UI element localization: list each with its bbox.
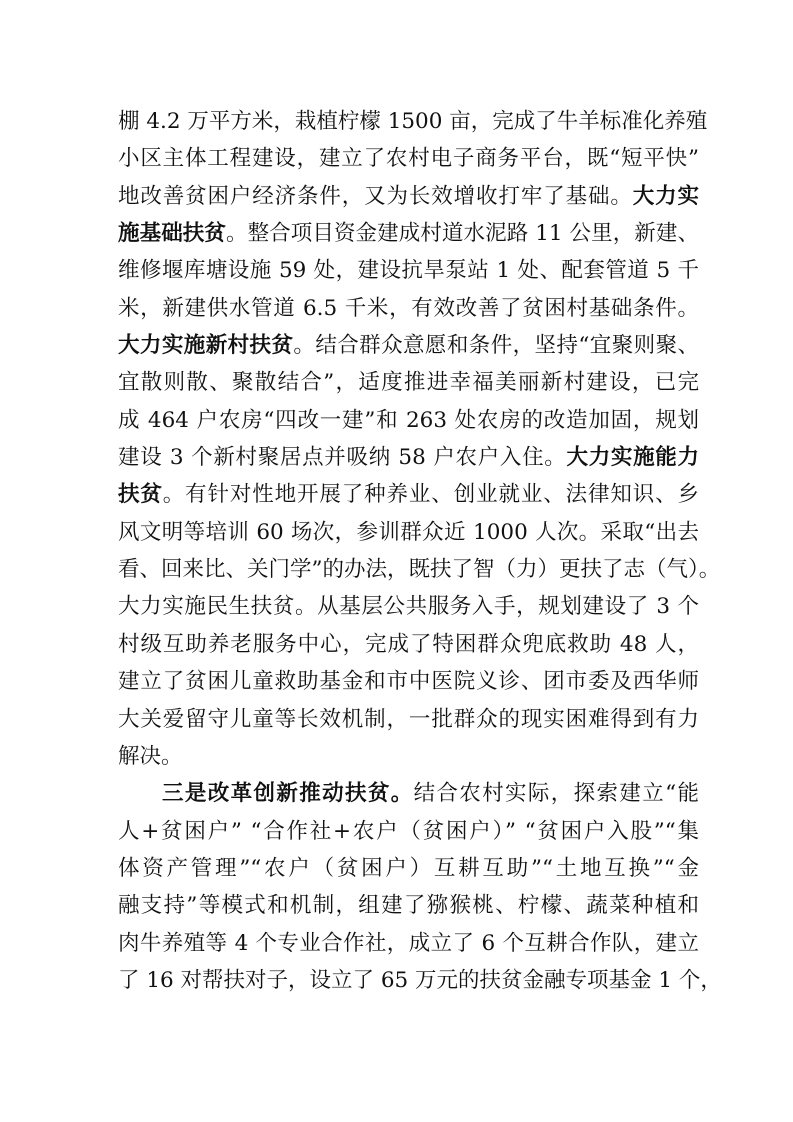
body-text: 肉牛养殖等 4 个专业合作社，成立了 6 个互耕合作队，建立 <box>118 930 699 956</box>
body-text: 人+贫困户” “合作社+农户（贫困户）” “贫困户入股”“集 <box>118 818 699 844</box>
body-text: 大关爱留守儿童等长效机制，一批群众的现实困难得到有力 <box>118 706 699 732</box>
body-text: 解决。 <box>118 743 183 769</box>
body-text: 地改善贫困户经济条件，又为长效增收打牢了基础。 <box>118 183 633 209</box>
text-line <box>118 663 699 700</box>
body-text: 维修堰库塘设施 59 处，建设抗旱泵站 1 处、配套管道 5 千 <box>118 258 699 284</box>
text-line <box>118 215 699 252</box>
text-line <box>118 327 699 364</box>
text-line <box>118 290 699 327</box>
body-text: 。结合群众意愿和条件，坚持“宜聚则聚、 <box>293 333 699 359</box>
text-line <box>118 738 699 775</box>
document-body <box>118 103 722 999</box>
text-line <box>118 775 699 812</box>
body-text: 村级互助养老服务中心，完成了特困群众兜底救助 48 人， <box>118 631 699 657</box>
text-line <box>118 140 699 177</box>
bold-heading-text: 大力实施新村扶贫 <box>118 333 294 359</box>
bold-heading-text: 大力实施能力 <box>566 445 699 471</box>
text-line <box>118 402 699 439</box>
bold-heading-text: 大力实 <box>632 183 699 209</box>
bold-heading-text: 施基础扶贫 <box>118 221 226 247</box>
text-line <box>118 887 699 924</box>
text-line <box>118 701 699 738</box>
body-text: 看、回来比、关门学”的办法，既扶了智（力）更扶了志（气）。 <box>118 557 721 583</box>
body-text: 建设 3 个新村聚居点并吸纳 58 户农户入住。 <box>118 445 567 471</box>
text-line <box>118 925 699 962</box>
text-line <box>118 962 722 999</box>
body-text: 大力实施民生扶贫。从基层公共服务入手，规划建设了 3 个 <box>118 594 699 620</box>
body-text: 成 464 户农房“四改一建”和 263 处农房的改造加固，规划 <box>118 407 699 433</box>
body-text: 棚 4.2 万平方米，栽植柠檬 1500 亩，完成了牛羊标准化养殖 <box>118 109 708 134</box>
bold-heading-text: 扶贫 <box>118 482 163 508</box>
text-line <box>118 850 699 887</box>
body-text: 建立了贫困儿童救助基金和市中医院义诊、团市委及西华师 <box>118 669 699 695</box>
body-text: 小区主体工程建设，建立了农村电子商务平台，既“短平快” <box>118 146 699 172</box>
body-text: 了 16 对帮扶对子，设立了 65 万元的扶贫金融专项基金 1 个， <box>118 967 722 993</box>
body-text: 结合农村实际，探索建立“能 <box>413 781 699 807</box>
body-text: 体资产管理”“农户（贫困户）互耕互助”“土地互换”“金 <box>118 855 699 881</box>
body-text: 米，新建供水管道 6.5 千米，有效改善了贫困村基础条件。 <box>118 295 699 321</box>
body-text: 风文明等培训 60 场次，参训群众近 1000 人次。采取“出去 <box>118 519 699 545</box>
text-line <box>118 588 699 625</box>
text-line <box>118 813 699 850</box>
text-line <box>118 626 699 663</box>
body-text: 宜散则散、聚散结合”，适度推进幸福美丽新村建设，已完 <box>118 370 699 396</box>
text-line <box>118 476 699 513</box>
body-text: 融支持”等模式和机制，组建了猕猴桃、柠檬、蔬菜种植和 <box>118 893 699 919</box>
text-line <box>118 439 699 476</box>
text-line <box>118 514 699 551</box>
bold-heading-text: 三是改革创新推动扶贫。 <box>162 781 414 807</box>
text-line <box>118 551 721 588</box>
text-line <box>118 178 699 215</box>
body-text: 。有针对性地开展了种养业、创业就业、法律知识、乡 <box>162 482 699 508</box>
body-text: 。整合项目资金建成村道水泥路 11 公里，新建、 <box>225 221 699 247</box>
text-line <box>118 103 708 140</box>
text-line <box>118 252 699 289</box>
text-line <box>118 364 699 401</box>
